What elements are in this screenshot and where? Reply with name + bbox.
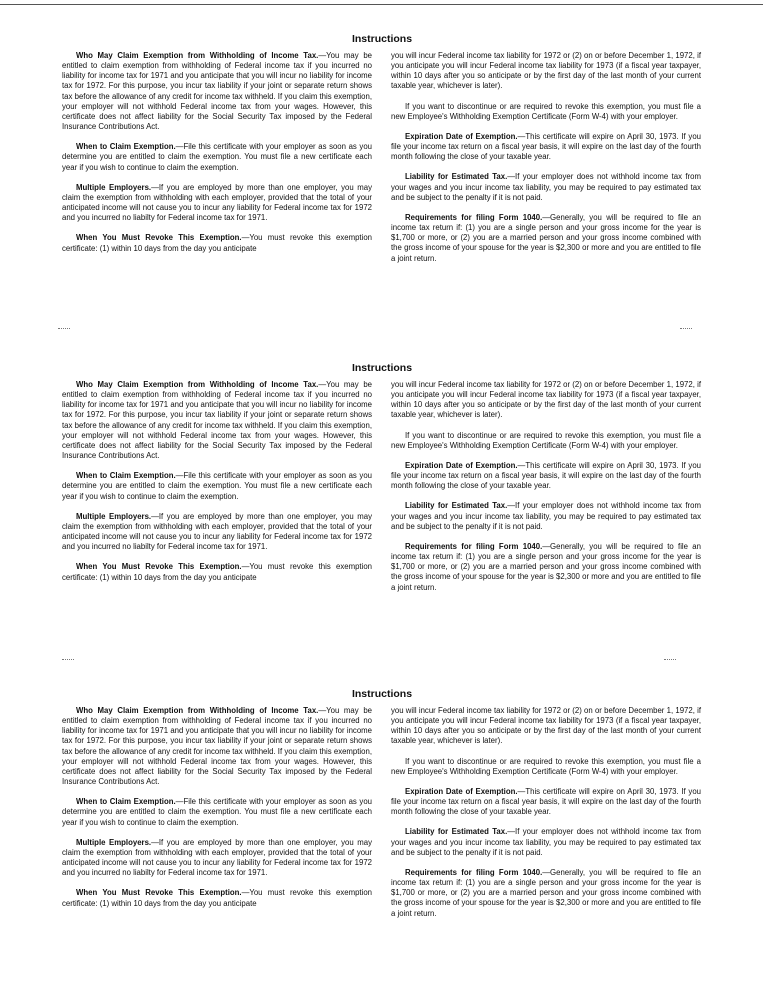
- paragraph-who-may-claim: [62, 706, 372, 787]
- heading-who-may-claim: Who May Claim Exemption from Withholding of Income Tax.: [76, 706, 319, 715]
- paragraph-requirements-1040: [391, 868, 701, 919]
- heading-when-to-claim: When to Claim Exemption.: [76, 142, 176, 152]
- paragraph-who-may-claim: [62, 51, 372, 132]
- instructions-block-3: [62, 688, 702, 988]
- text-when-must-revoke: —You must revoke this exemption certificate: (1) within 10 days from the day you anticipate: [62, 562, 372, 582]
- heading-when-to-claim: When to Claim Exemption.: [76, 471, 176, 481]
- heading-requirements-1040: Requirements for filing Form 1040.: [405, 212, 543, 222]
- text-multiple-employers: —If you are employed by more than one employer, you may claim the exemption from withholding with each employer, provided that the total of your anticipated income will not cause you to incur any liability for Federal income tax for 1972 and you incurred no liabilty for Federal income tax for 1971.: [62, 511, 372, 552]
- block-title: Instructions: [351, 33, 413, 45]
- heading-multiple-employers: Multiple Employers.: [76, 182, 152, 192]
- text-liability-estimated: —If your employer does not withhold income tax from your wages and you incur income tax liability, you may be required to pay estimated tax and be subject to the penalty if it is not paid.: [391, 501, 701, 531]
- text-discontinue: If you want to discontinue or are required to revoke this exemption, you must file a new Employee's Withholding Exemption Certificate (Form W-4) with your employer.: [391, 430, 701, 450]
- cut-mark-right: [664, 659, 676, 661]
- cut-mark-left: [62, 659, 74, 661]
- top-rule: [0, 4, 763, 5]
- heading-expiration: Expiration Date of Exemption.: [405, 460, 518, 470]
- text-revoke-continued: you will incur Federal income tax liability for 1972 or (2) on or before December 1, 1972, if you anticipate you will incur Federal income tax liability for 1973 (if a fiscal year taxpayer, within 10 days after you so anticipate or by the first day of the last month of your current taxable year, whichever is later).: [391, 706, 701, 746]
- paragraph-when-to-claim: [62, 142, 372, 172]
- text-liability-estimated: —If your employer does not withhold income tax from your wages and you incur income tax liability, you may be required to pay estimated tax and be subject to the penalty if it is not paid.: [391, 827, 701, 857]
- paragraph-expiration: [391, 787, 701, 817]
- heading-liability-estimated: Liability for Estimated Tax.: [405, 501, 508, 511]
- paragraph-requirements-1040: [391, 213, 701, 264]
- text-who-may-claim: —You may be entitled to claim exemption from withholding of Federal income tax if you incurred no liability for income tax for 1971 and you anticipate that you will incur no liability for income tax for 1972. For this purpose, you incur tax liability if your joint or separate return shows tax before the allowance of any credit for income tax withheld. If you claim this exemption, your employer will not withhold Federal income tax from your wages. However, this certificate does not affect liability for the Social Security Tax imposed by the Federal Insurance Contributions Act.: [62, 51, 372, 132]
- text-expiration: —This certificate will expire on April 30, 1973. If you file your income tax return on a fiscal year basis, it will expire on the last day of the fourth month following the close of your taxable year.: [391, 460, 702, 491]
- instructions-block-2: [62, 362, 702, 662]
- block-title: Instructions: [351, 688, 413, 700]
- paragraph-multiple-employers: [62, 512, 372, 553]
- instructions-block-1: [62, 33, 702, 333]
- left-column: [62, 51, 372, 254]
- text-multiple-employers: —If you are employed by more than one employer, you may claim the exemption from withholding with each employer, provided that the total of your anticipated income will not cause you to incur any liability for Federal income tax for 1972 and you incurred no liabilty for Federal income tax for 1971.: [62, 182, 372, 223]
- paragraph-expiration: [391, 132, 701, 162]
- heading-expiration: Expiration Date of Exemption.: [405, 786, 518, 796]
- text-requirements-1040: —Generally, you will be required to file an income tax return if: (1) you are a single person and your gross income for the year is $1,700 or more, or (2) you are a married person and your gross income combined with the gross income of your spouse for the year is $2,300 or more and you are entitled to file a joint return.: [391, 541, 701, 592]
- left-column: [62, 380, 372, 583]
- heading-multiple-employers: Multiple Employers.: [76, 511, 152, 521]
- paragraph-revoke-continued: [391, 706, 701, 747]
- right-column: [391, 51, 701, 264]
- cut-mark-right: [680, 328, 692, 330]
- text-who-may-claim: —You may be entitled to claim exemption from withholding of Federal income tax if you incurred no liability for income tax for 1971 and you anticipate that you will incur no liability for income tax for 1972. For this purpose, you incur tax liability if your joint or separate return shows tax before the allowance of any credit for income tax withheld. If you claim this exemption, your employer will not withhold Federal income tax from your wages. However, this certificate does not affect liability for the Social Security Tax imposed by the Federal Insurance Contributions Act.: [62, 380, 372, 461]
- heading-requirements-1040: Requirements for filing Form 1040.: [405, 541, 543, 551]
- text-revoke-continued: you will incur Federal income tax liability for 1972 or (2) on or before December 1, 1972, if you anticipate you will incur Federal income tax liability for 1973 (if a fiscal year taxpayer, within 10 days after you so anticipate or by the first day of the last month of your current taxable year, whichever is later).: [391, 380, 701, 420]
- paragraph-who-may-claim: [62, 380, 372, 461]
- paragraph-when-must-revoke: [62, 888, 372, 908]
- paragraph-expiration: [391, 461, 701, 491]
- paragraph-when-to-claim: [62, 471, 372, 501]
- block-title: Instructions: [351, 362, 413, 374]
- heading-multiple-employers: Multiple Employers.: [76, 837, 152, 847]
- text-when-must-revoke: —You must revoke this exemption certificate: (1) within 10 days from the day you anticipate: [62, 233, 372, 253]
- right-column: [391, 380, 701, 593]
- text-when-must-revoke: —You must revoke this exemption certificate: (1) within 10 days from the day you anticipate: [62, 888, 372, 908]
- text-who-may-claim: —You may be entitled to claim exemption from withholding of Federal income tax if you incurred no liability for income tax for 1971 and you anticipate that you will incur no liability for income tax for 1972. For this purpose, you incur tax liability if your joint or separate return shows tax before the allowance of any credit for income tax withheld. If you claim this exemption, your employer will not withhold Federal income tax from your wages. However, this certificate does not affect liability for the Social Security Tax imposed by the Federal Insurance Contributions Act.: [62, 706, 372, 787]
- cut-mark-left: [58, 328, 70, 330]
- text-revoke-continued: you will incur Federal income tax liability for 1972 or (2) on or before December 1, 1972, if you anticipate you will incur Federal income tax liability for 1973 (if a fiscal year taxpayer, within 10 days after you so anticipate or by the first day of the last month of your current taxable year, whichever is later).: [391, 51, 701, 91]
- text-liability-estimated: —If your employer does not withhold income tax from your wages and you incur income tax liability, you may be required to pay estimated tax and be subject to the penalty if it is not paid.: [391, 172, 701, 202]
- heading-when-must-revoke: When You Must Revoke This Exemption.: [76, 888, 242, 898]
- heading-when-to-claim: When to Claim Exemption.: [76, 797, 176, 807]
- heading-who-may-claim: Who May Claim Exemption from Withholding of Income Tax.: [76, 51, 319, 60]
- paragraph-discontinue: [391, 757, 701, 777]
- text-requirements-1040: —Generally, you will be required to file an income tax return if: (1) you are a single person and your gross income for the year is $1,700 or more, or (2) you are a married person and your gross income combined with the gross income of your spouse for the year is $2,300 or more and you are entitled to file a joint return.: [391, 212, 701, 263]
- right-column: [391, 706, 701, 919]
- paragraph-revoke-continued: [391, 51, 701, 92]
- paragraph-liability-estimated: [391, 501, 701, 531]
- left-column: [62, 706, 372, 909]
- text-discontinue: If you want to discontinue or are required to revoke this exemption, you must file a new Employee's Withholding Exemption Certificate (Form W-4) with your employer.: [391, 756, 701, 776]
- text-when-to-claim: —File this certificate with your employer as soon as you determine you are entitled to claim the exemption. You must file a new certificate each year if you wish to continue to claim the exemption.: [62, 797, 372, 827]
- heading-expiration: Expiration Date of Exemption.: [405, 131, 518, 141]
- text-expiration: —This certificate will expire on April 30, 1973. If you file your income tax return on a fiscal year basis, it will expire on the last day of the fourth month following the close of your taxable year.: [391, 131, 702, 162]
- paragraph-liability-estimated: [391, 827, 701, 857]
- paragraph-when-to-claim: [62, 797, 372, 827]
- paragraph-liability-estimated: [391, 172, 701, 202]
- paragraph-when-must-revoke: [62, 233, 372, 253]
- text-discontinue: If you want to discontinue or are required to revoke this exemption, you must file a new Employee's Withholding Exemption Certificate (Form W-4) with your employer.: [391, 101, 701, 121]
- heading-when-must-revoke: When You Must Revoke This Exemption.: [76, 562, 242, 572]
- text-expiration: —This certificate will expire on April 30, 1973. If you file your income tax return on a fiscal year basis, it will expire on the last day of the fourth month following the close of your taxable year.: [391, 786, 702, 817]
- text-requirements-1040: —Generally, you will be required to file an income tax return if: (1) you are a single person and your gross income for the year is $1,700 or more, or (2) you are a married person and your gross income combined with the gross income of your spouse for the year is $2,300 or more and you are entitled to file a joint return.: [391, 867, 701, 918]
- paragraph-discontinue: [391, 102, 701, 122]
- paragraph-requirements-1040: [391, 542, 701, 593]
- paragraph-discontinue: [391, 431, 701, 451]
- heading-liability-estimated: Liability for Estimated Tax.: [405, 827, 508, 837]
- heading-requirements-1040: Requirements for filing Form 1040.: [405, 867, 543, 877]
- text-when-to-claim: —File this certificate with your employer as soon as you determine you are entitled to claim the exemption. You must file a new certificate each year if you wish to continue to claim the exemption.: [62, 471, 372, 501]
- paragraph-when-must-revoke: [62, 562, 372, 582]
- text-when-to-claim: —File this certificate with your employer as soon as you determine you are entitled to claim the exemption. You must file a new certificate each year if you wish to continue to claim the exemption.: [62, 142, 372, 172]
- text-multiple-employers: —If you are employed by more than one employer, you may claim the exemption from withholding with each employer, provided that the total of your anticipated income will not cause you to incur any liability for Federal income tax for 1972 and you incurred no liabilty for Federal income tax for 1971.: [62, 837, 372, 878]
- heading-who-may-claim: Who May Claim Exemption from Withholding of Income Tax.: [76, 380, 319, 389]
- paragraph-multiple-employers: [62, 838, 372, 879]
- heading-liability-estimated: Liability for Estimated Tax.: [405, 172, 508, 182]
- paragraph-multiple-employers: [62, 183, 372, 224]
- paragraph-revoke-continued: [391, 380, 701, 421]
- heading-when-must-revoke: When You Must Revoke This Exemption.: [76, 233, 242, 243]
